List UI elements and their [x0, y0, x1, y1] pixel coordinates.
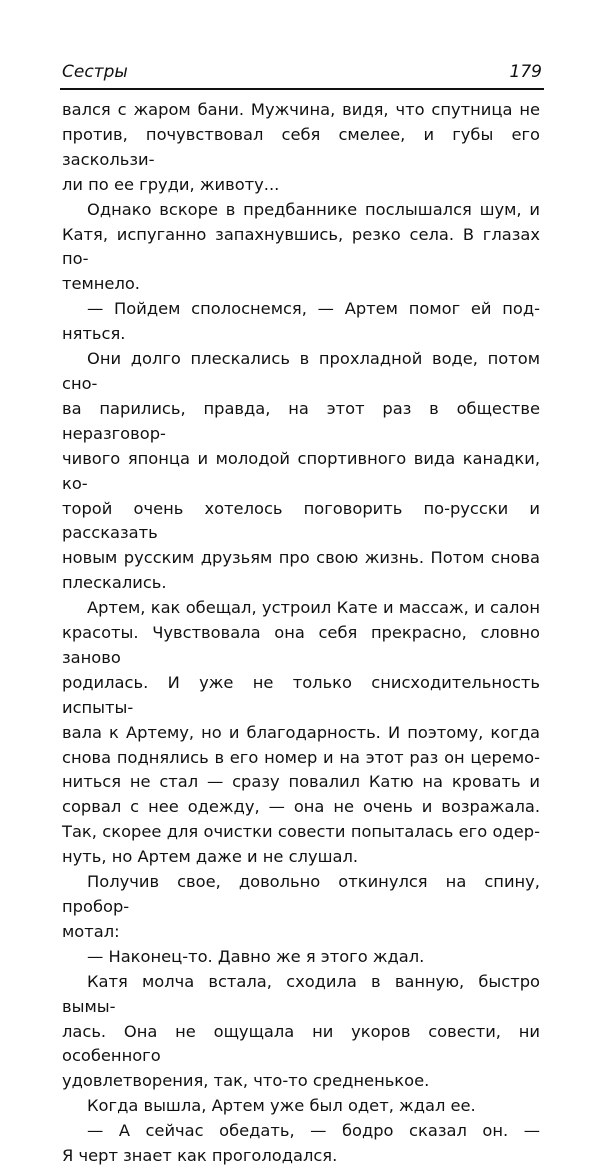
text-line: родилась. И уже не только снисходительность испыты- [62, 672, 540, 717]
text-line: Так, скорее для очистки совести попыталась его одер- [62, 822, 540, 842]
paragraph [62, 945, 540, 970]
text-line: ниться не стал — сразу повалил Катю на кровать и [62, 772, 540, 792]
paragraph [62, 870, 540, 945]
text-line: новым русским друзьям про свою жизнь. Потом снова [62, 548, 540, 568]
paragraph [62, 1119, 540, 1169]
text-line: Катя молча встала, сходила в ванную, быстро вымы- [62, 971, 540, 1016]
page-number: 179 [509, 62, 542, 82]
text-line: против, почувствовал себя смелее, и губы его заскользи- [62, 124, 540, 169]
paragraph [62, 596, 540, 870]
text-line: красоты. Чувствовала она себя прекрасно, словно заново [62, 623, 540, 667]
text-line: нуть, но Артем даже и не слушал. [62, 847, 359, 867]
paragraph [62, 347, 540, 596]
text-line: ли по ее груди, животу... [62, 174, 280, 194]
text-line: няться. [62, 324, 126, 344]
paragraph [62, 970, 540, 1095]
text-line: снова поднялись в его номер и на этот раз он церемо- [62, 747, 540, 767]
text-line: лась. Она не ощущала ни укоров совести, ни особенного [62, 1021, 540, 1066]
text-line: ва парились, правда, на этот раз в обществе неразговор- [62, 398, 540, 443]
paragraph [62, 1094, 540, 1119]
text-line: вался с жаром бани. Мужчина, видя, что спутница не [62, 100, 540, 119]
text-line: Артем, как обещал, устроил Кате и массаж, и салон [87, 598, 540, 618]
text-line: вала к Артему, но и благодарность. И поэтому, когда [62, 722, 540, 742]
running-title: Сестры [62, 62, 128, 82]
text-line: плескались. [62, 573, 167, 593]
text-line: Когда вышла, Артем уже был одет, ждал ее. [87, 1096, 476, 1116]
header-rule [60, 88, 544, 90]
text-line: удовлетворения, так, что-то средненькое. [62, 1071, 430, 1091]
text-line: торой очень хотелось поговорить по-русски и рассказать [62, 498, 540, 543]
text-line: — А сейчас обедать, — бодро сказал он. — [87, 1121, 540, 1141]
text-line: — Наконец-то. Давно же я этого ждал. [87, 946, 425, 966]
paragraph [62, 198, 540, 298]
paragraph [62, 98, 540, 198]
text-line: Катя, испуганно запахнувшись, резко села. В глазах по- [62, 224, 540, 269]
text-line: темнело. [62, 274, 140, 294]
paragraph [62, 297, 540, 347]
text-line: — Пойдем сполоснемся, — Артем помог ей под- [87, 299, 540, 319]
text-line: Получив свое, довольно откинулся на спину, пробор- [62, 872, 540, 916]
body-text [62, 98, 540, 1169]
text-line: сорвал с нее одежду, — она не очень и возражала. [62, 797, 540, 817]
page-header [62, 62, 542, 82]
text-line: Они долго плескались в прохладной воде, потом сно- [62, 349, 540, 393]
text-line: мотал: [62, 921, 120, 941]
text-line: чивого японца и молодой спортивного вида канадки, ко- [62, 448, 540, 493]
text-line: Я черт знает как проголодался. [62, 1146, 338, 1166]
text-line: Однако вскоре в предбаннике послышался шум, и [87, 199, 540, 219]
